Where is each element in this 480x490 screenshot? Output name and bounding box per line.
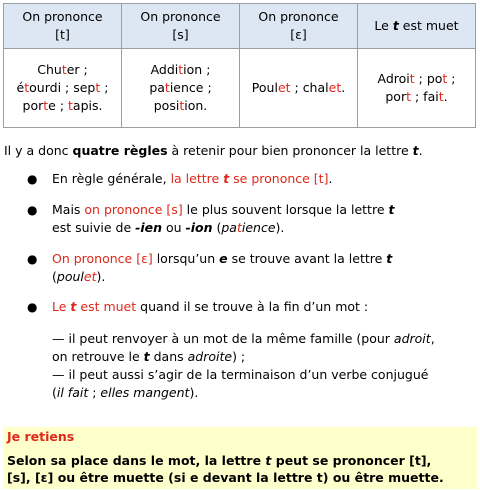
je-retiens-box (3, 427, 477, 489)
bullet-icon: ● (27, 300, 38, 314)
rule-e: ● On prononce [ɛ] lorsqu’un e se trouve avant la lettre t (poulet). (27, 251, 393, 284)
cell-muet-examples: Adroit ; pot ; port ; fait. (358, 49, 476, 128)
header-s: On prononce [s] (122, 4, 240, 49)
rules-list (0, 170, 476, 417)
rule-general: ● En règle générale, la lettre t se prononce [t]. (27, 171, 333, 186)
header-e: On prononce [ɛ] (240, 4, 358, 49)
rule-muet: ● Le t est muet quand il se trouve à la fin d’un mot : — il peut renvoyer à un mot de la même famille (pour adroit, on retrouve le t dans adroite) ; — il peut aussi s’agir de la terminaison d’un verbe conjugué (il fait ; elles mangent). (0, 298, 476, 402)
pronunciation-table (3, 3, 476, 128)
je-retiens-title: Je retiens (7, 429, 75, 444)
intro-paragraph: Il y a donc quatre règles à retenir pour bien prononcer la lettre t. (4, 143, 423, 158)
header-muet: Le t est muet (358, 4, 476, 49)
bullet-icon: ● (27, 203, 38, 217)
bullet-icon: ● (27, 172, 38, 186)
cell-s-examples: Addition ; patience ; position. (122, 49, 240, 128)
cell-t-examples: Chuter ; étourdi ; sept ; porte ; tapis. (4, 49, 122, 128)
bullet-icon: ● (27, 252, 38, 266)
je-retiens-text: Selon sa place dans le mot, la lettre t peut se prononcer [t], [s], [ɛ] ou être muette (si e devant la lettre t) ou être muette. (7, 453, 444, 485)
header-t: On prononce [t] (4, 4, 122, 49)
cell-e-examples: Poulet ; chalet. (240, 49, 358, 128)
rule-muet-details: — il peut renvoyer à un mot de la même famille (pour adroit, on retrouve le t dans adroite) ; — il peut aussi s’agir de la terminaison d’un verbe conjugué (il fait ; elles mangent). (52, 331, 435, 400)
rule-s: ● Mais on prononce [s] le plus souvent lorsque la lettre t est suivie de -ien ou -ion (patience). (27, 202, 395, 235)
